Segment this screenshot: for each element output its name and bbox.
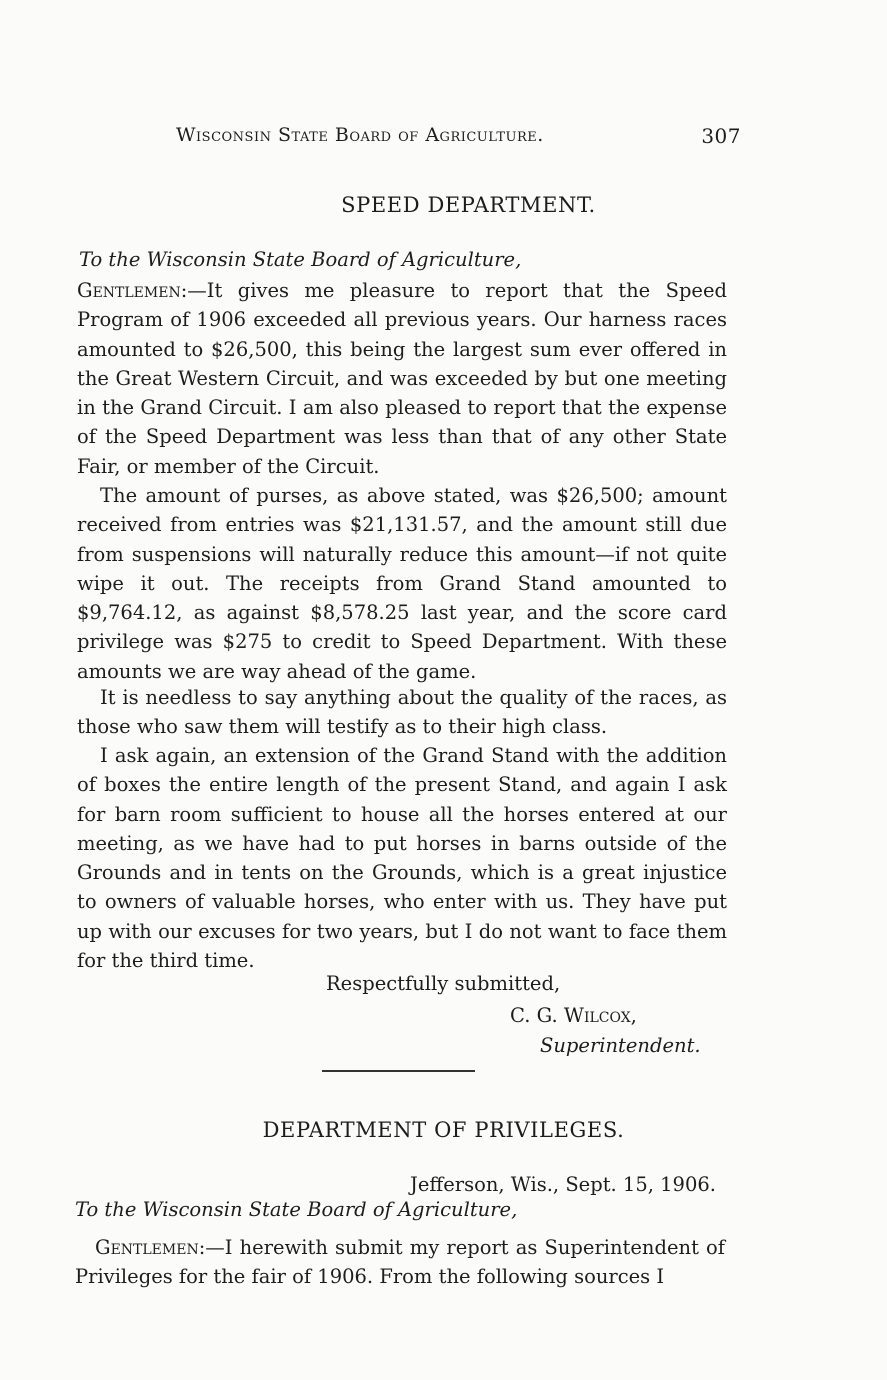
closing-line: Respectfully submitted, [326, 972, 561, 995]
signer-title: Superintendent. [540, 1034, 701, 1057]
signer-name: C. G. Wilcox, [510, 1004, 637, 1027]
speed-department-title: SPEED DEPARTMENT. [341, 193, 596, 217]
speed-salutation: To the Wisconsin State Board of Agriculture, [79, 248, 522, 271]
privileges-salutation: To the Wisconsin State Board of Agriculture, [75, 1198, 518, 1221]
page-number: 307 [701, 124, 741, 148]
section-divider [322, 1070, 475, 1072]
speed-paragraph-1-text: :—It gives me pleasure to report that the Speed Program of 1906 exceeded all previous years. Our harness races amounted to $26,500, this being the largest sum ever offered in the Great Western Circuit, and was exceeded by but one meeting in the Grand Circuit. I am also pleased to report that the expense of the Speed Department was less than that of any other State Fair, or member of the Circuit. [77, 279, 727, 478]
speed-paragraph-4: I ask again, an extension of the Grand Stand with the addition of boxes the entire length of the present Stand, and again I ask for barn room sufficient to house all the horses entered at our meeting, as we have had to put horses in barns outside of the Grounds and in tents on the Grounds, which is a great injustice to owners of valuable horses, who enter with us. They have put up with our excuses for two years, but I do not want to face them for the third time. [77, 744, 727, 973]
privileges-gentlemen: Gentlemen [95, 1236, 199, 1259]
privileges-paragraph-1-text: :—I herewith submit my report as Superintendent of Privileges for the fair of 1906. From the following sources I [75, 1236, 725, 1289]
speed-paragraph-2: The amount of purses, as above stated, was $26,500; amount received from entries was $21,131.57, and the amount still due from suspensions will naturally reduce this amount—if not quite wipe it out. The receipts from Grand Stand amounted to $9,764.12, as against $8,578.25 last year, and the score card privilege was $275 to credit to Speed Department. With these amounts we are way ahead of the game. [77, 484, 727, 683]
privileges-department-title: DEPARTMENT OF PRIVILEGES. [262, 1118, 625, 1142]
speed-paragraph-1 [77, 276, 727, 481]
speed-gentlemen: Gentlemen [77, 279, 181, 302]
privileges-dateline: Jefferson, Wis., Sept. 15, 1906. [410, 1173, 716, 1196]
privileges-paragraph-1 [75, 1233, 725, 1292]
running-title: Wisconsin State Board of Agriculture. [176, 124, 544, 146]
running-head [176, 124, 741, 146]
speed-paragraph-3: It is needless to say anything about the quality of the races, as those who saw them will testify as to their high class. [77, 686, 727, 739]
